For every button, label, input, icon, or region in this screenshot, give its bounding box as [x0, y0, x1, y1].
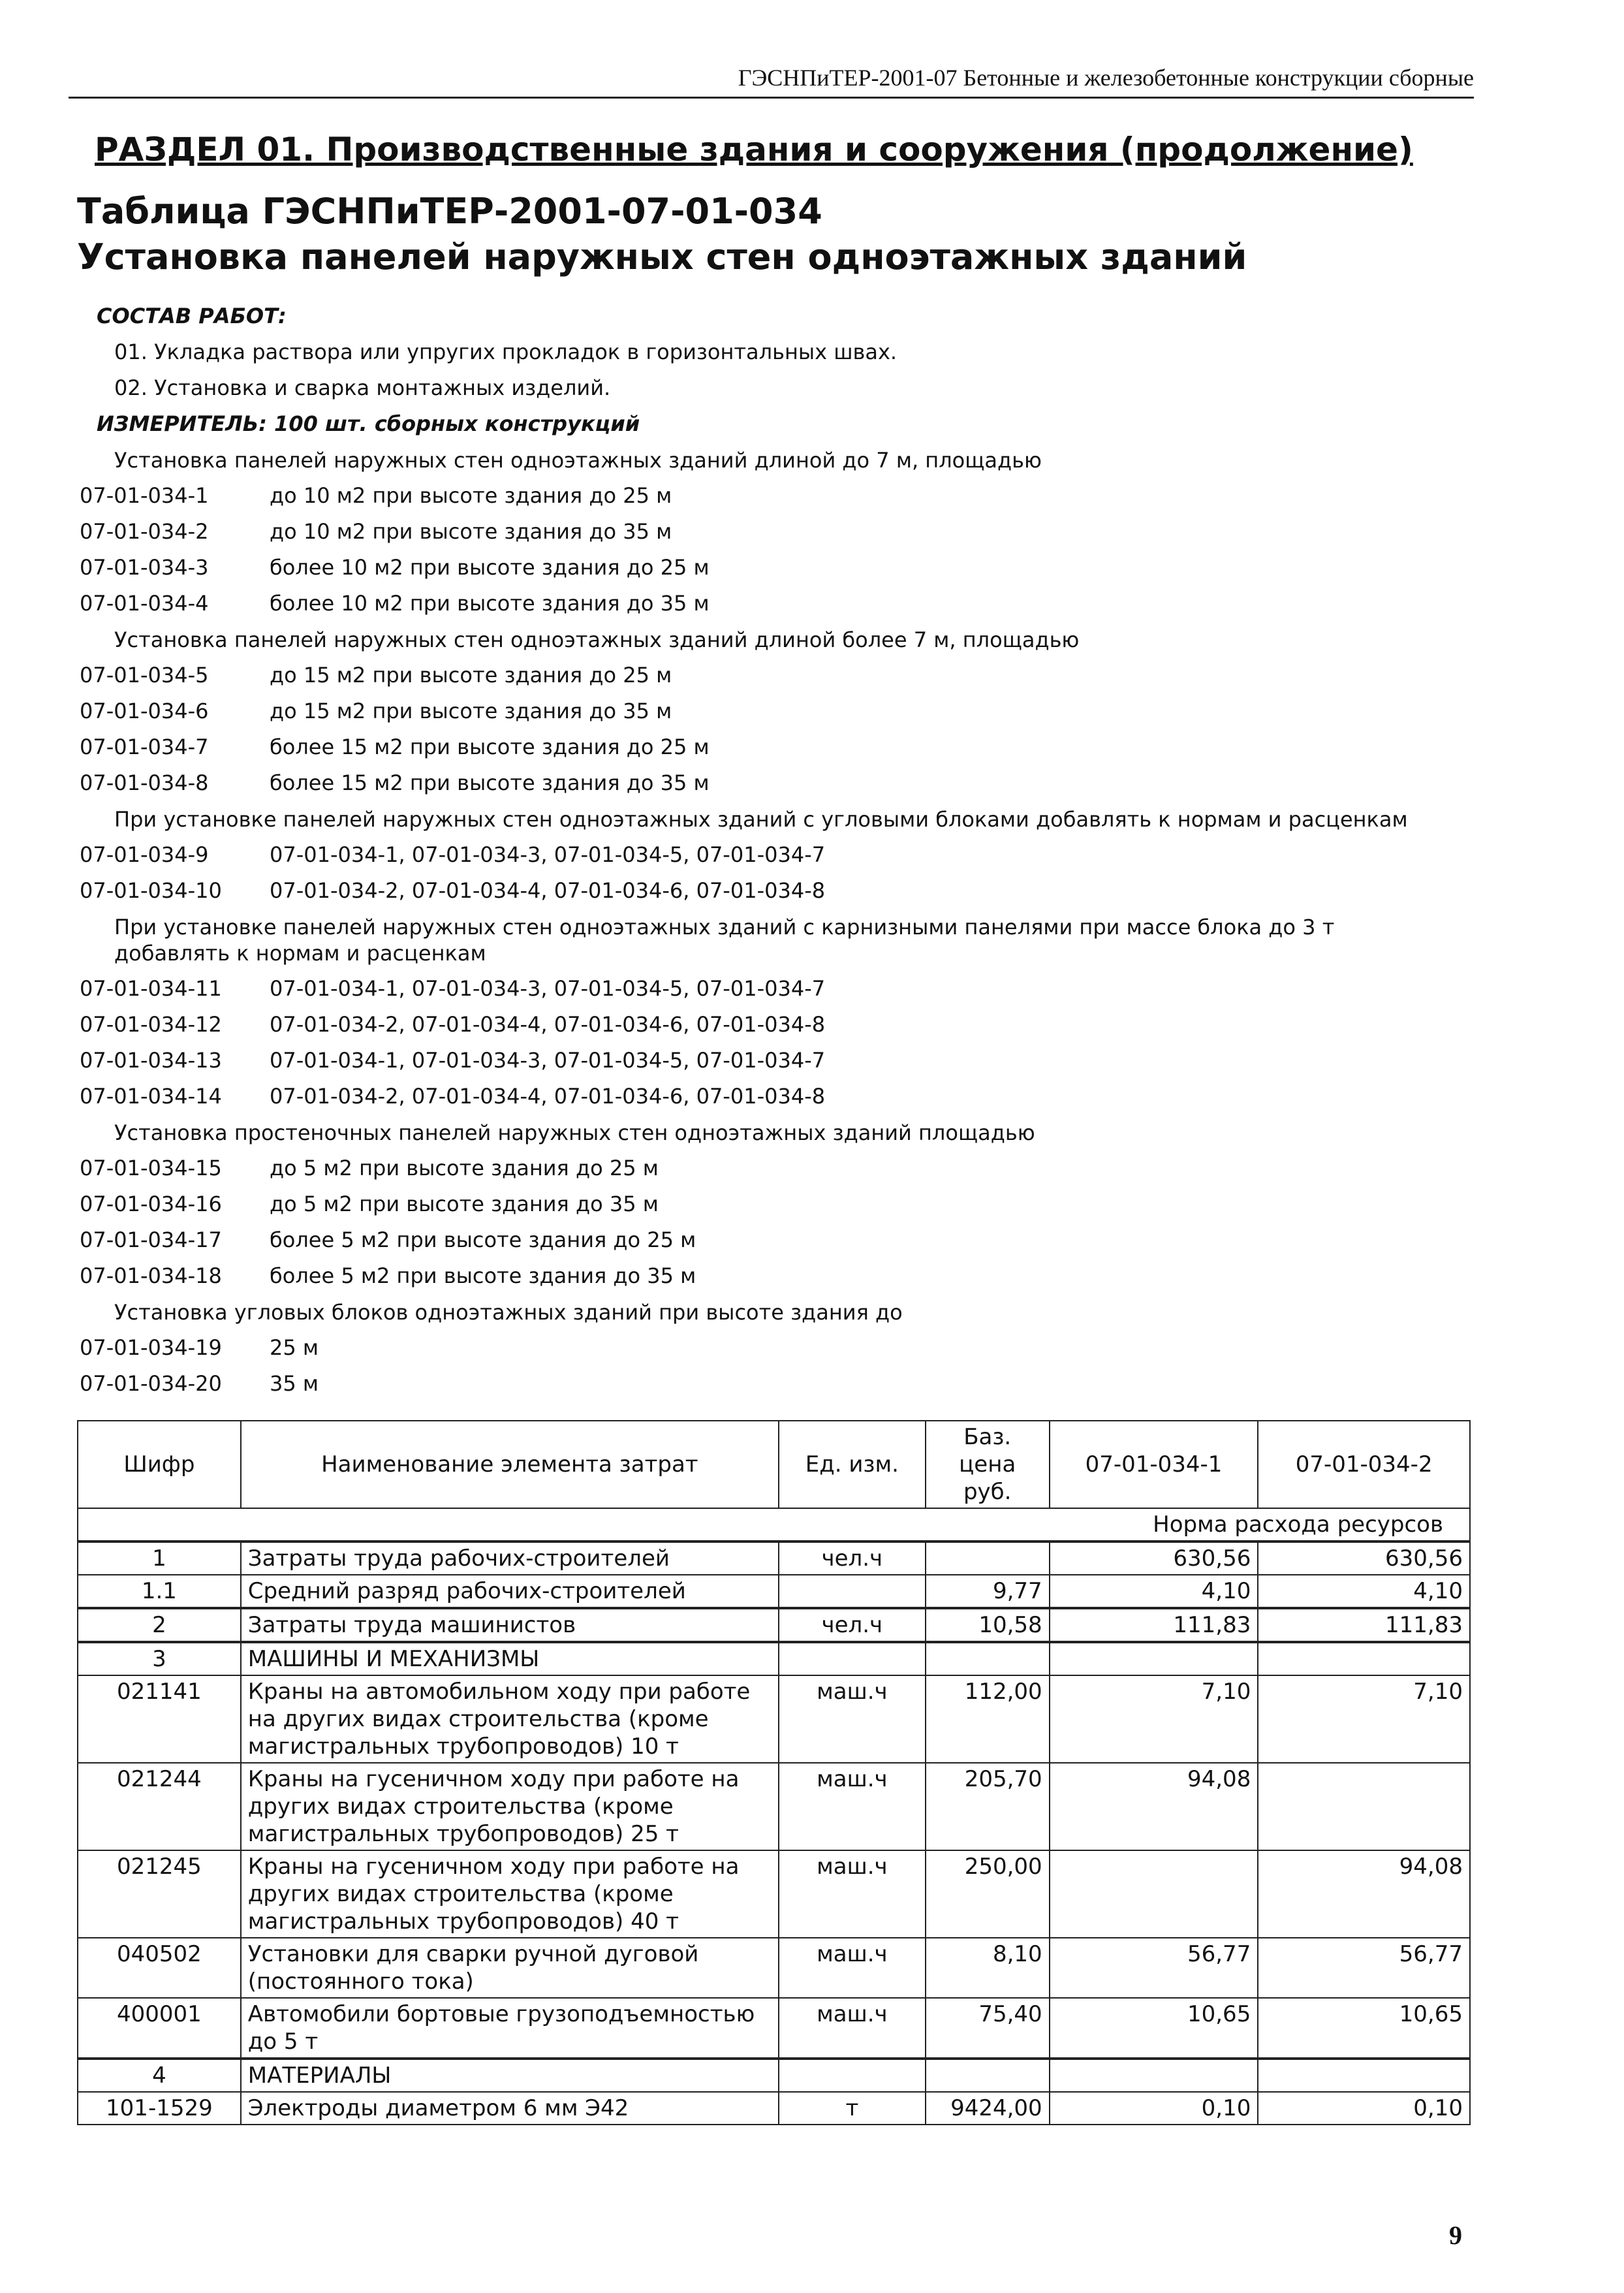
table-row	[78, 1575, 1470, 1608]
row-price: 9424,00	[926, 2092, 1050, 2125]
table-header-row	[78, 1421, 1470, 1508]
norm-code: 07-01-034-16	[80, 1192, 222, 1216]
norm-desc: более 15 м2 при высоте здания до 35 м	[270, 770, 710, 795]
norm-desc: более 10 м2 при высоте здания до 35 м	[270, 591, 710, 616]
row-code: 1.1	[78, 1575, 241, 1608]
group-heading-cont: добавлять к нормам и расценкам	[114, 941, 486, 966]
row-v2	[1258, 1763, 1470, 1850]
row-price	[926, 1542, 1050, 1575]
norm-code: 07-01-034-1	[80, 483, 209, 508]
row-name: Краны на гусеничном ходу при работе на других видах строительства (кроме магистральных трубопроводов) 25 т	[241, 1763, 779, 1850]
row-v1: 10,65	[1050, 1998, 1258, 2059]
row-name: Затраты труда машинистов	[241, 1608, 779, 1642]
norm-code: 07-01-034-2	[80, 519, 209, 544]
row-v2: 630,56	[1258, 1542, 1470, 1575]
norm-code: 07-01-034-20	[80, 1371, 222, 1396]
measure-line	[97, 411, 640, 436]
group-heading: При установке панелей наружных стен одноэтажных зданий с угловыми блоками добавлять к нормам и расценкам	[114, 807, 1408, 832]
norma-row	[78, 1508, 1470, 1542]
norm-desc: более 5 м2 при высоте здания до 35 м	[270, 1263, 696, 1288]
row-price: 8,10	[926, 1938, 1050, 1998]
table-row	[78, 1998, 1470, 2059]
norm-desc: до 15 м2 при высоте здания до 35 м	[270, 699, 672, 723]
norma-label: Норма расхода ресурсов	[78, 1508, 1470, 1542]
row-unit	[779, 2059, 926, 2092]
row-v2: 7,10	[1258, 1675, 1470, 1763]
row-v2: 4,10	[1258, 1575, 1470, 1608]
norm-code: 07-01-034-7	[80, 735, 209, 759]
row-v2: 94,08	[1258, 1850, 1470, 1938]
work-item: 01. Укладка раствора или упругих прокладок в горизонтальных швах.	[114, 340, 898, 364]
header-price-line1: Баз. цена	[959, 1424, 1016, 1478]
row-v1	[1050, 1642, 1258, 1675]
norm-code: 07-01-034-6	[80, 699, 209, 723]
row-code: 2	[78, 1608, 241, 1642]
row-name: Автомобили бортовые грузоподъемностью до 5 т	[241, 1998, 779, 2059]
row-price: 112,00	[926, 1675, 1050, 1763]
norm-code: 07-01-034-4	[80, 591, 209, 616]
norm-desc: 07-01-034-1, 07-01-034-3, 07-01-034-5, 07-01-034-7	[270, 976, 826, 1001]
running-header: ГЭСНПиТЕР-2001-07 Бетонные и железобетонные конструкции сборные	[69, 59, 1474, 99]
row-code: 400001	[78, 1998, 241, 2059]
row-v2: 0,10	[1258, 2092, 1470, 2125]
row-v2: 10,65	[1258, 1998, 1470, 2059]
norm-code: 07-01-034-11	[80, 976, 222, 1001]
norm-desc: 07-01-034-1, 07-01-034-3, 07-01-034-5, 07-01-034-7	[270, 1048, 826, 1073]
norm-code: 07-01-034-15	[80, 1156, 222, 1180]
group-heading: Установка простеночных панелей наружных стен одноэтажных зданий площадью	[114, 1120, 1035, 1145]
row-code: 4	[78, 2059, 241, 2092]
row-v1: 56,77	[1050, 1938, 1258, 1998]
header-price	[926, 1421, 1050, 1508]
norm-desc: до 15 м2 при высоте здания до 25 м	[270, 663, 672, 688]
row-v2	[1258, 2059, 1470, 2092]
norm-code: 07-01-034-19	[80, 1335, 222, 1360]
norm-code: 07-01-034-17	[80, 1227, 222, 1252]
norm-desc: 35 м	[270, 1371, 319, 1396]
row-code: 021244	[78, 1763, 241, 1850]
measure-value: 100 шт. сборных конструкций	[274, 411, 640, 436]
norm-code: 07-01-034-14	[80, 1084, 222, 1109]
header-price-line2: руб.	[963, 1479, 1012, 1505]
row-code: 021245	[78, 1850, 241, 1938]
row-v2: 111,83	[1258, 1608, 1470, 1642]
row-v2: 56,77	[1258, 1938, 1470, 1998]
row-v1: 4,10	[1050, 1575, 1258, 1608]
resource-table	[77, 1420, 1471, 2125]
table-row	[78, 2059, 1470, 2092]
row-price	[926, 2059, 1050, 2092]
row-name: Электроды диаметром 6 мм Э42	[241, 2092, 779, 2125]
row-v1: 7,10	[1050, 1675, 1258, 1763]
header-col2: 07-01-034-2	[1258, 1421, 1470, 1508]
row-v1: 111,83	[1050, 1608, 1258, 1642]
measure-label: ИЗМЕРИТЕЛЬ:	[97, 411, 267, 436]
row-price: 9,77	[926, 1575, 1050, 1608]
row-v1	[1050, 2059, 1258, 2092]
row-name: МАШИНЫ И МЕХАНИЗМЫ	[241, 1642, 779, 1675]
header-unit: Ед. изм.	[779, 1421, 926, 1508]
group-heading: Установка панелей наружных стен одноэтажных зданий длиной более 7 м, площадью	[114, 627, 1080, 652]
norm-desc: более 10 м2 при высоте здания до 25 м	[270, 555, 710, 580]
header-code: Шифр	[78, 1421, 241, 1508]
norm-desc: до 5 м2 при высоте здания до 35 м	[270, 1192, 659, 1216]
header-col1: 07-01-034-1	[1050, 1421, 1258, 1508]
table-row	[78, 1542, 1470, 1575]
row-v1: 0,10	[1050, 2092, 1258, 2125]
group-heading: Установка панелей наружных стен одноэтажных зданий длиной до 7 м, площадью	[114, 448, 1042, 473]
norm-code: 07-01-034-12	[80, 1012, 222, 1037]
row-price: 75,40	[926, 1998, 1050, 2059]
row-name: Установки для сварки ручной дуговой (постоянного тока)	[241, 1938, 779, 1998]
row-name: Затраты труда рабочих-строителей	[241, 1542, 779, 1575]
row-unit: маш.ч	[779, 1998, 926, 2059]
group-heading: При установке панелей наружных стен одноэтажных зданий с карнизными панелями при массе блока до 3 т	[114, 915, 1335, 940]
norm-desc: 07-01-034-1, 07-01-034-3, 07-01-034-5, 07-01-034-7	[270, 842, 826, 867]
row-name: Краны на автомобильном ходу при работе на других видах строительства (кроме магистральных трубопроводов) 10 т	[241, 1675, 779, 1763]
row-unit: маш.ч	[779, 1675, 926, 1763]
row-v2	[1258, 1642, 1470, 1675]
norm-code: 07-01-034-3	[80, 555, 209, 580]
row-unit: т	[779, 2092, 926, 2125]
row-code: 021141	[78, 1675, 241, 1763]
row-price	[926, 1642, 1050, 1675]
norm-desc: 07-01-034-2, 07-01-034-4, 07-01-034-6, 07-01-034-8	[270, 1012, 826, 1037]
row-price: 250,00	[926, 1850, 1050, 1938]
row-price: 10,58	[926, 1608, 1050, 1642]
group-heading: Установка угловых блоков одноэтажных зданий при высоте здания до	[114, 1300, 903, 1325]
table-row	[78, 1763, 1470, 1850]
table-name: Таблица ГЭСНПиТЕР-2001-07-01-034	[77, 191, 822, 232]
row-name: МАТЕРИАЛЫ	[241, 2059, 779, 2092]
norm-desc: 25 м	[270, 1335, 319, 1360]
row-code: 040502	[78, 1938, 241, 1998]
row-price: 205,70	[926, 1763, 1050, 1850]
row-code: 1	[78, 1542, 241, 1575]
norm-code: 07-01-034-8	[80, 770, 209, 795]
table-title: Установка панелей наружных стен одноэтажных зданий	[77, 236, 1247, 277]
norm-desc: 07-01-034-2, 07-01-034-4, 07-01-034-6, 07-01-034-8	[270, 878, 826, 903]
row-unit: маш.ч	[779, 1850, 926, 1938]
row-code: 101-1529	[78, 2092, 241, 2125]
norm-desc: более 15 м2 при высоте здания до 25 м	[270, 735, 710, 759]
page-number: 9	[1449, 2221, 1462, 2250]
row-unit: маш.ч	[779, 1938, 926, 1998]
row-unit: маш.ч	[779, 1763, 926, 1850]
norm-desc: более 5 м2 при высоте здания до 25 м	[270, 1227, 696, 1252]
table-row	[78, 1642, 1470, 1675]
norm-desc: до 10 м2 при высоте здания до 25 м	[270, 483, 672, 508]
norm-code: 07-01-034-9	[80, 842, 209, 867]
works-label: СОСТАВ РАБОТ:	[97, 304, 287, 328]
section-title: РАЗДЕЛ 01. Производственные здания и сооружения (продолжение)	[95, 131, 1413, 168]
row-name: Средний разряд рабочих-строителей	[241, 1575, 779, 1608]
row-code: 3	[78, 1642, 241, 1675]
header-name: Наименование элемента затрат	[241, 1421, 779, 1508]
norm-desc: до 5 м2 при высоте здания до 25 м	[270, 1156, 659, 1180]
row-v1	[1050, 1850, 1258, 1938]
table-row	[78, 1850, 1470, 1938]
norm-code: 07-01-034-5	[80, 663, 209, 688]
norm-code: 07-01-034-13	[80, 1048, 222, 1073]
row-name: Краны на гусеничном ходу при работе на других видах строительства (кроме магистральных трубопроводов) 40 т	[241, 1850, 779, 1938]
norm-code: 07-01-034-10	[80, 878, 222, 903]
norm-desc: 07-01-034-2, 07-01-034-4, 07-01-034-6, 07-01-034-8	[270, 1084, 826, 1109]
table-row	[78, 1675, 1470, 1763]
row-unit	[779, 1642, 926, 1675]
row-v1: 94,08	[1050, 1763, 1258, 1850]
norm-desc: до 10 м2 при высоте здания до 35 м	[270, 519, 672, 544]
table-row	[78, 1608, 1470, 1642]
row-unit: чел.ч	[779, 1608, 926, 1642]
norm-code: 07-01-034-18	[80, 1263, 222, 1288]
row-unit	[779, 1575, 926, 1608]
table-row	[78, 2092, 1470, 2125]
row-unit: чел.ч	[779, 1542, 926, 1575]
row-v1: 630,56	[1050, 1542, 1258, 1575]
table-row	[78, 1938, 1470, 1998]
work-item: 02. Установка и сварка монтажных изделий.	[114, 375, 611, 400]
